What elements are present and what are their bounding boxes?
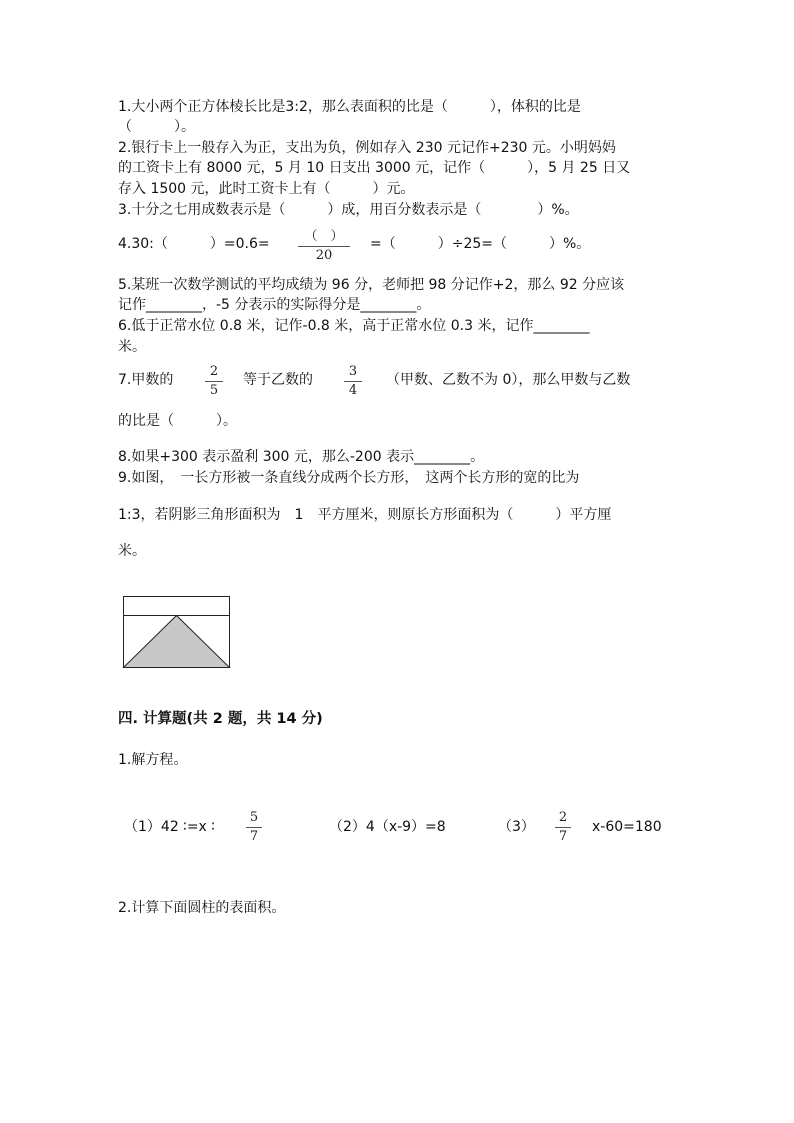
equation-3-suffix: x-60=180	[592, 819, 662, 835]
question-2-line-2: 的工资卡上有 8000 元，5 月 10 日支出 3000 元，记作（ ），5 月 25 日又	[118, 160, 631, 176]
question-6-line-2: 米。	[118, 339, 146, 355]
question-4-fraction-numerator: （ ）	[304, 229, 344, 244]
equation-3-prefix: （3）	[498, 819, 535, 835]
equation-3-fraction-numerator: 2	[558, 810, 568, 825]
equation-1-prefix: （1）42 ∶=x ∶	[124, 819, 215, 835]
question-7-fraction-2-denominator: 4	[348, 383, 358, 398]
equation-1-fraction-numerator: 5	[249, 810, 259, 825]
question-4-right: =（ ）÷25=（ ）%。	[370, 236, 591, 252]
problem-2-title: 2.计算下面圆柱的表面积。	[118, 900, 286, 916]
shaded-triangle	[124, 616, 230, 668]
question-4-fraction-denominator: 20	[315, 248, 333, 263]
question-7-part-c: （甲数、乙数不为 0），那么甲数与乙数	[386, 372, 631, 388]
question-2-line-3: 存入 1500 元，此时工资卡上有（ ）元。	[118, 181, 415, 197]
equation-1-fraction-denominator: 7	[249, 829, 259, 844]
question-7-fraction-1-denominator: 5	[209, 383, 219, 398]
question-7-part-b: 等于乙数的	[243, 372, 313, 388]
problem-1-title: 1.解方程。	[118, 752, 188, 768]
equation-3-fraction-denominator: 7	[558, 829, 568, 844]
equation-3-fraction	[555, 810, 571, 845]
equation-2: （2）4（x-9）=8	[329, 819, 446, 835]
fraction-bar	[246, 827, 262, 828]
question-9-line-3: 米。	[118, 543, 146, 559]
question-2-line-1: 2.银行卡上一般存入为正，支出为负，例如存入 230 元记作+230 元。小明妈妈	[118, 140, 616, 156]
question-9-line-1: 9.如图， 一长方形被一条直线分成两个长方形， 这两个长方形的宽的比为	[118, 470, 580, 486]
question-8: 8.如果+300 表示盈利 300 元，那么-200 表示________。	[118, 449, 485, 465]
question-3: 3.十分之七用成数表示是（ ）成，用百分数表示是（ ）%。	[118, 202, 579, 218]
question-5-line-2: 记作________，-5 分表示的实际得分是________。	[118, 297, 431, 313]
question-6-line-1: 6.低于正常水位 0.8 米，记作-0.8 米，高于正常水位 0.3 米，记作________	[118, 318, 590, 334]
question-1-line-1: 1.大小两个正方体棱长比是3:2，那么表面积的比是（ ），体积的比是	[118, 99, 581, 115]
question-7-fraction-2-numerator: 3	[348, 364, 358, 379]
question-4-left: 4.30:（ ）=0.6=	[118, 236, 270, 252]
equation-1-fraction	[246, 810, 262, 845]
question-7-fraction-1-numerator: 2	[209, 364, 219, 379]
question-1-line-2: （ ）。	[118, 119, 195, 135]
question-7-part-a: 7.甲数的	[118, 372, 174, 388]
question-5-line-1: 5.某班一次数学测试的平均成绩为 96 分，老师把 98 分记作+2，那么 92 分应该	[118, 277, 625, 293]
fraction-bar	[555, 827, 571, 828]
section-4-heading: 四. 计算题(共 2 题，共 14 分)	[118, 711, 323, 727]
question-9-line-2: 1:3，若阴影三角形面积为 1 平方厘米，则原长方形面积为（ ）平方厘	[118, 507, 612, 523]
question-7-part-d: 的比是（ ）。	[118, 413, 237, 429]
